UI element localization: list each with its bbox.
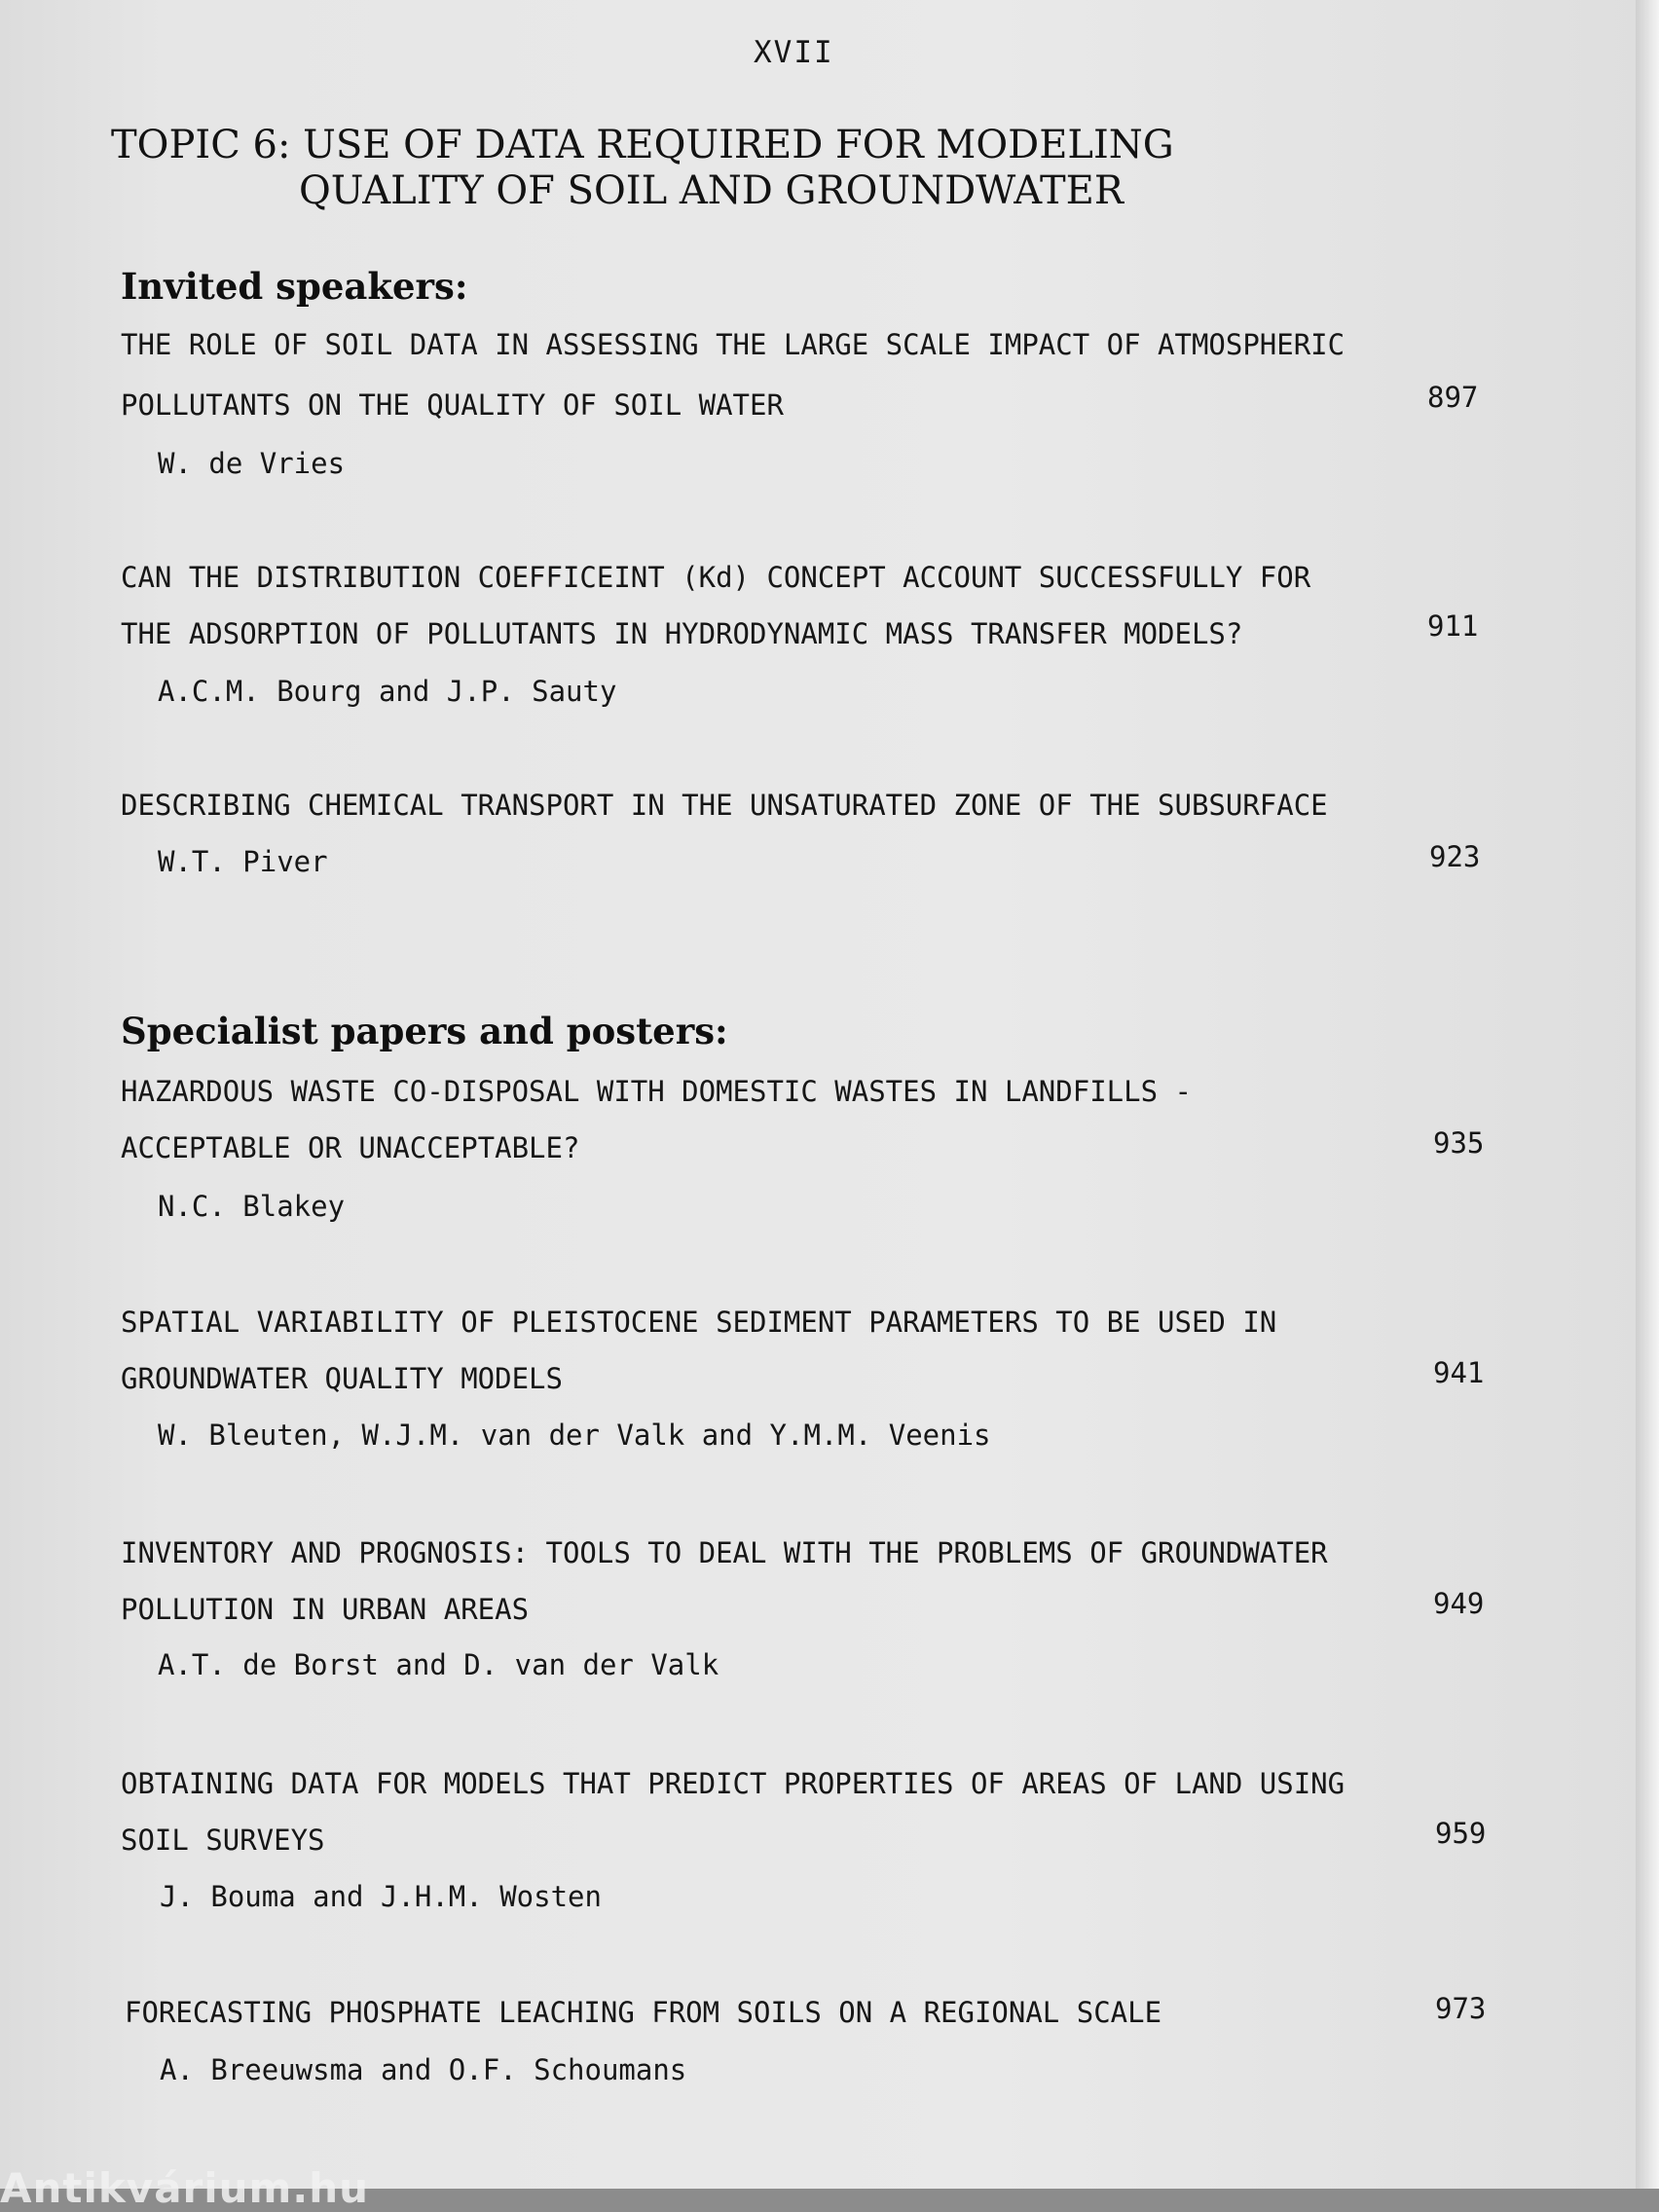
entry-authors: A.C.M. Bourg and J.P. Sauty bbox=[158, 675, 617, 708]
entry-title-line: DESCRIBING CHEMICAL TRANSPORT IN THE UNSATURATED ZONE OF THE SUBSURFACE bbox=[121, 789, 1328, 822]
topic-title-line-2: QUALITY OF SOIL AND GROUNDWATER bbox=[299, 168, 1124, 213]
entry-authors: W. Bleuten, W.J.M. van der Valk and Y.M.M. Veenis bbox=[158, 1419, 991, 1452]
entry-authors: N.C. Blakey bbox=[158, 1190, 346, 1223]
page-folio: XVII bbox=[754, 35, 834, 70]
entry-authors: J. Bouma and J.H.M. Wosten bbox=[160, 1880, 602, 1913]
entry-title-line: INVENTORY AND PROGNOSIS: TOOLS TO DEAL WITH THE PROBLEMS OF GROUNDWATER bbox=[121, 1536, 1328, 1569]
section-heading-invited: Invited speakers: bbox=[121, 265, 468, 308]
entry-title-line: THE ADSORPTION OF POLLUTANTS IN HYDRODYNAMIC MASS TRANSFER MODELS? bbox=[121, 617, 1243, 650]
entry-title-line: SOIL SURVEYS bbox=[121, 1824, 325, 1857]
entry-page-number: 911 bbox=[1427, 609, 1479, 643]
topic-title bbox=[111, 123, 1174, 214]
entry-page-number: 941 bbox=[1433, 1356, 1485, 1389]
entry-title-line: THE ROLE OF SOIL DATA IN ASSESSING THE LARGE SCALE IMPACT OF ATMOSPHERIC bbox=[121, 328, 1346, 361]
entry-authors: A. Breeuwsma and O.F. Schoumans bbox=[160, 2053, 687, 2086]
entry-title-line: SPATIAL VARIABILITY OF PLEISTOCENE SEDIMENT PARAMETERS TO BE USED IN bbox=[121, 1306, 1277, 1339]
watermark-logo: Antikvárium.hu bbox=[0, 2164, 370, 2212]
entry-authors: A.T. de Borst and D. van der Valk bbox=[158, 1648, 719, 1681]
entry-title-line: GROUNDWATER QUALITY MODELS bbox=[121, 1362, 563, 1395]
entry-page-number: 949 bbox=[1433, 1587, 1485, 1620]
entry-authors: W. de Vries bbox=[158, 447, 346, 480]
entry-page-number: 959 bbox=[1435, 1817, 1487, 1850]
entry-title-line: OBTAINING DATA FOR MODELS THAT PREDICT PROPERTIES OF AREAS OF LAND USING bbox=[121, 1767, 1346, 1800]
entry-title-line: CAN THE DISTRIBUTION COEFFICEINT (Kd) CONCEPT ACCOUNT SUCCESSFULLY FOR bbox=[121, 561, 1311, 594]
page-edge bbox=[1636, 0, 1659, 2212]
entry-title-line: FORECASTING PHOSPHATE LEACHING FROM SOILS ON A REGIONAL SCALE bbox=[125, 1996, 1162, 2029]
entry-page-number: 973 bbox=[1435, 1992, 1487, 2025]
section-heading-specialist: Specialist papers and posters: bbox=[121, 1010, 728, 1052]
entry-title-line: POLLUTANTS ON THE QUALITY OF SOIL WATER bbox=[121, 388, 784, 422]
entry-authors: W.T. Piver bbox=[158, 845, 328, 878]
entry-page-number: 935 bbox=[1433, 1126, 1485, 1160]
entry-page-number: 897 bbox=[1427, 381, 1479, 414]
entry-title-line: HAZARDOUS WASTE CO-DISPOSAL WITH DOMESTIC WASTES IN LANDFILLS - bbox=[121, 1075, 1192, 1108]
entry-title-line: POLLUTION IN URBAN AREAS bbox=[121, 1593, 530, 1626]
entry-title-line: ACCEPTABLE OR UNACCEPTABLE? bbox=[121, 1131, 580, 1164]
topic-title-line-1: TOPIC 6: USE OF DATA REQUIRED FOR MODELING bbox=[111, 123, 1174, 167]
entry-page-number: 923 bbox=[1429, 840, 1481, 873]
